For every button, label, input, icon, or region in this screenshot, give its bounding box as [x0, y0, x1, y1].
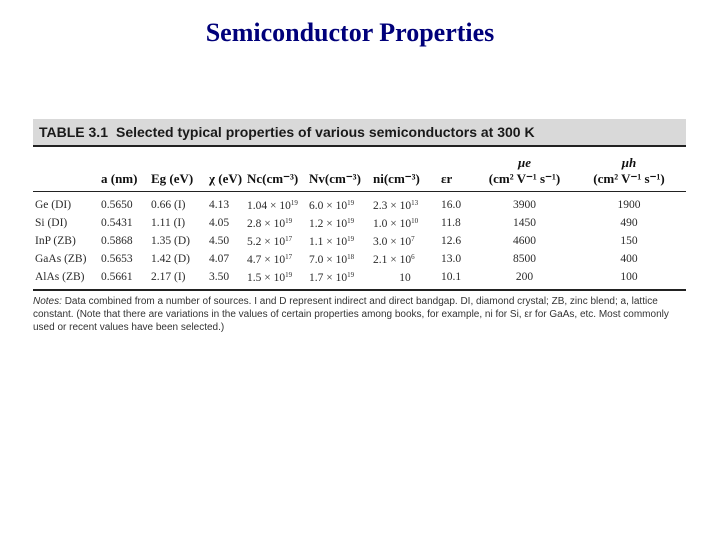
header-electron-affinity: χ (eV) — [209, 171, 243, 186]
cell-lattice-constant-value: 0.5868 — [101, 235, 133, 247]
cell-bandgap-value: 1.42 (D) — [151, 253, 190, 265]
cell-lattice-constant — [99, 232, 149, 250]
cell-nv-value: 1.2 × 10 — [309, 217, 348, 230]
cell-hole-mobility-value: 1900 — [617, 199, 641, 211]
cell-material — [33, 250, 99, 268]
cell-hole-mobility-value: 400 — [620, 253, 638, 265]
cell-permittivity — [439, 232, 477, 250]
cell-electron-mobility-value: 8500 — [513, 253, 536, 265]
cell-ni — [371, 250, 439, 268]
cell-electron-affinity — [207, 192, 245, 215]
cell-nc-value: 1.5 × 10 — [247, 271, 286, 284]
cell-ni-exponent: 6 — [411, 252, 415, 261]
cell-nc-exponent: 19 — [285, 270, 293, 279]
cell-nc-value: 4.7 × 10 — [247, 253, 286, 266]
cell-ni — [371, 268, 439, 290]
cell-nv — [307, 268, 371, 290]
cell-material — [33, 192, 99, 215]
slide-title: Semiconductor Properties — [205, 18, 495, 47]
cell-electron-affinity — [207, 268, 245, 290]
table-row — [33, 192, 686, 215]
cell-lattice-constant-value: 0.5431 — [101, 217, 133, 229]
cell-ni-value: 1.0 × 10 — [373, 217, 412, 230]
cell-nc-value: 5.2 × 10 — [247, 235, 286, 248]
cell-material — [33, 232, 99, 250]
table-row — [33, 250, 686, 268]
header-electron-mobility — [477, 146, 572, 192]
table-row — [33, 214, 686, 232]
table-header-row — [33, 146, 686, 192]
cell-hole-mobility — [572, 250, 686, 268]
cell-ni-exponent: 7 — [411, 234, 415, 243]
cell-electron-mobility-value: 1450 — [513, 217, 536, 229]
cell-ni-value: 2.3 × 10 — [373, 199, 412, 212]
cell-nv-value: 6.0 × 10 — [309, 199, 348, 212]
cell-permittivity — [439, 268, 477, 290]
cell-bandgap — [149, 268, 207, 290]
cell-nc-exponent: 19 — [290, 198, 298, 207]
header-bandgap: Eg (eV) — [151, 171, 194, 186]
cell-lattice-constant — [99, 268, 149, 290]
cell-electron-affinity-value: 4.07 — [209, 253, 230, 265]
semiconductor-table-figure — [33, 119, 686, 334]
cell-electron-mobility — [477, 192, 572, 215]
cell-bandgap — [149, 250, 207, 268]
cell-electron-affinity — [207, 232, 245, 250]
cell-nc-value: 1.04 × 10 — [247, 199, 291, 212]
table-caption — [33, 119, 686, 145]
header-material — [33, 146, 99, 192]
cell-electron-mobility-value: 4600 — [513, 235, 536, 247]
cell-nv-exponent: 19 — [347, 234, 355, 243]
cell-ni-value: 10 — [399, 271, 411, 284]
table-caption-text: Selected typical properties of various semiconductors at 300 K — [115, 124, 535, 140]
cell-ni — [371, 192, 439, 215]
cell-nv — [307, 214, 371, 232]
cell-material-value: Ge (DI) — [35, 199, 72, 211]
cell-lattice-constant — [99, 214, 149, 232]
cell-lattice-constant-value: 0.5661 — [101, 271, 133, 283]
cell-electron-mobility-value: 3900 — [513, 199, 536, 211]
cell-electron-affinity — [207, 250, 245, 268]
cell-electron-affinity — [207, 214, 245, 232]
cell-nv — [307, 232, 371, 250]
cell-nc — [245, 268, 307, 290]
cell-ni-value: 3.0 × 10 — [373, 235, 412, 248]
cell-material-value: InP (ZB) — [35, 235, 76, 247]
cell-electron-mobility-value: 200 — [515, 271, 534, 283]
cell-permittivity-value: 11.8 — [441, 217, 461, 229]
cell-material-value: Si (DI) — [35, 217, 68, 229]
cell-bandgap-value: 1.11 (I) — [151, 217, 186, 229]
header-electron-mobility-symbol: μe — [518, 155, 531, 170]
cell-permittivity — [439, 250, 477, 268]
cell-lattice-constant — [99, 250, 149, 268]
header-permittivity: εr — [441, 171, 453, 186]
cell-material-value: GaAs (ZB) — [35, 253, 87, 265]
table-notes — [33, 291, 686, 334]
header-nc: Nc(cm⁻³) — [247, 171, 299, 186]
header-hole-mobility — [572, 146, 686, 192]
cell-lattice-constant-value: 0.5650 — [101, 199, 133, 211]
cell-hole-mobility-value: 490 — [620, 217, 638, 229]
cell-permittivity — [439, 214, 477, 232]
header-hole-mobility-symbol: μh — [621, 155, 637, 170]
table-row — [33, 232, 686, 250]
cell-nc-exponent: 17 — [285, 252, 293, 261]
cell-electron-mobility — [477, 232, 572, 250]
cell-nv-exponent: 19 — [347, 198, 355, 207]
cell-electron-affinity-value: 3.50 — [209, 271, 230, 283]
cell-permittivity-value: 10.1 — [441, 271, 462, 283]
cell-ni-exponent: 13 — [411, 198, 419, 207]
table-row — [33, 268, 686, 290]
header-nv: Nv(cm⁻³) — [309, 171, 361, 186]
cell-ni-exponent: 10 — [411, 216, 419, 225]
properties-table — [33, 145, 686, 291]
cell-ni — [371, 232, 439, 250]
cell-electron-mobility — [477, 268, 572, 290]
cell-lattice-constant-value: 0.5653 — [101, 253, 133, 265]
table-notes-lead: Notes: — [33, 296, 62, 307]
cell-hole-mobility — [572, 192, 686, 215]
cell-nc — [245, 214, 307, 232]
cell-nv-exponent: 19 — [347, 270, 355, 279]
cell-electron-affinity-value: 4.13 — [209, 199, 230, 211]
cell-nc — [245, 250, 307, 268]
cell-nc-exponent: 19 — [285, 216, 293, 225]
table-caption-number: TABLE 3.1 — [39, 124, 108, 140]
cell-electron-affinity-value: 4.05 — [209, 217, 230, 229]
cell-bandgap-value: 0.66 (I) — [151, 199, 186, 211]
cell-permittivity-value: 13.0 — [441, 253, 462, 265]
cell-nc — [245, 232, 307, 250]
header-ni: ni(cm⁻³) — [373, 171, 420, 186]
cell-hole-mobility — [572, 232, 686, 250]
cell-nv-value: 7.0 × 10 — [309, 253, 348, 266]
cell-nv-value: 1.7 × 10 — [309, 271, 348, 284]
cell-nv-exponent: 18 — [347, 252, 355, 261]
cell-permittivity-value: 16.0 — [441, 199, 462, 211]
cell-bandgap-value: 1.35 (D) — [151, 235, 190, 247]
cell-bandgap — [149, 214, 207, 232]
cell-lattice-constant — [99, 192, 149, 215]
cell-bandgap — [149, 232, 207, 250]
cell-material — [33, 268, 99, 290]
cell-electron-mobility — [477, 250, 572, 268]
cell-material — [33, 214, 99, 232]
table-notes-text: Data combined from a number of sources. I and D represent indirect and direct bandgap. DI, diamond crystal; ZB, zinc blend; a, lattice constant. (Note that there are variations in the values of certain properties among books, for example, ni for Si, εr for GaAs, etc. Most commonly used or recent values have been selected.) — [33, 296, 669, 333]
cell-bandgap-value: 2.17 (I) — [151, 271, 186, 283]
cell-bandgap — [149, 192, 207, 215]
header-electron-mobility-unit: (cm² V⁻¹ s⁻¹) — [488, 171, 561, 186]
cell-nv — [307, 192, 371, 215]
cell-nc — [245, 192, 307, 215]
cell-nv-value: 1.1 × 10 — [309, 235, 348, 248]
cell-nc-value: 2.8 × 10 — [247, 217, 286, 230]
cell-nv — [307, 250, 371, 268]
cell-hole-mobility-value: 100 — [620, 271, 638, 283]
cell-permittivity-value: 12.6 — [441, 235, 462, 247]
cell-hole-mobility — [572, 214, 686, 232]
header-lattice-constant: a (nm) — [101, 171, 138, 186]
header-hole-mobility-unit: (cm² V⁻¹ s⁻¹) — [593, 171, 665, 186]
cell-ni — [371, 214, 439, 232]
cell-electron-affinity-value: 4.50 — [209, 235, 230, 247]
cell-nc-exponent: 17 — [285, 234, 293, 243]
cell-ni-value: 2.1 × 10 — [373, 253, 412, 266]
cell-nv-exponent: 19 — [347, 216, 355, 225]
cell-permittivity — [439, 192, 477, 215]
cell-hole-mobility — [572, 268, 686, 290]
cell-hole-mobility-value: 150 — [620, 235, 638, 247]
cell-material-value: AlAs (ZB) — [35, 271, 85, 283]
cell-electron-mobility — [477, 214, 572, 232]
